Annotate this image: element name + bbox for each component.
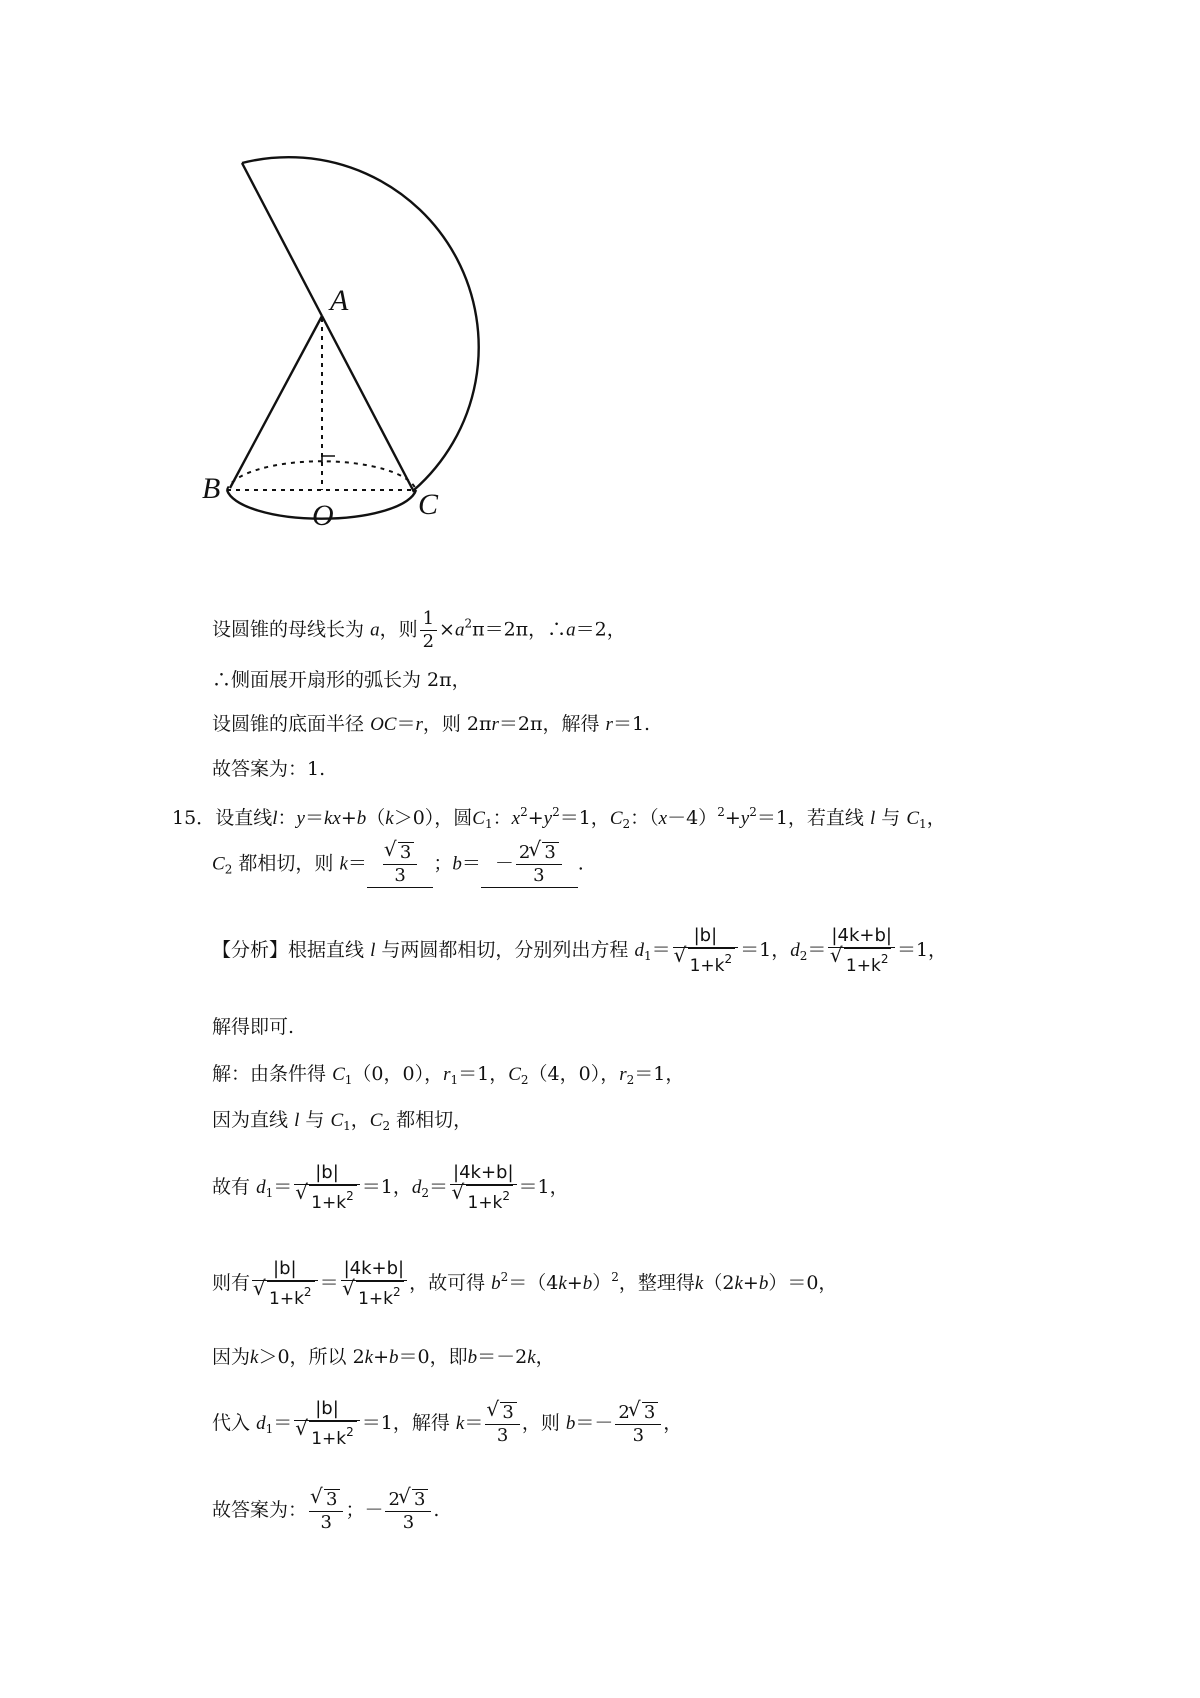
sector-radius-top [242,163,322,316]
label-o: O [312,499,334,532]
solution-line-1: 解：由条件得 $C_1(0$，0），$r_1=1$，$C_2(4$，0），$r_2=1$， [212,1063,685,1087]
sector-arc [242,157,479,490]
cone-sector-figure [180,120,780,680]
question-15-line-2: $C_2$ 都相切，则 k＝ √ $\frac{3}{3}$ ；b＝ － $\frac{2√ 3}{3}$ . [212,842,584,890]
solution-line-7: 故答案为： √ $\frac{3}{3}$ ；－ $\frac{2√ 3}{3}$ . [212,1488,439,1534]
analysis-line: 【分析】根据直线 l 与两圆都相切，分别列出方程 $d_1=$ |b| √ $1+k^2$ ＝1，$d_2=$ |4k+b| √ $1+k^2$ ＝1， [212,925,947,978]
label-c: C [418,488,439,521]
label-b: B [202,472,221,505]
solution-line-6: 代入 $d_1=$ |b| √ $1+k^2$ ＝1，解得 k＝ √ $\frac{3}{3}$ ，则 b＝－ $\frac{2√ 3}{3}$ ， [212,1398,682,1451]
text-line-2: ∴侧面展开扇形的弧长为 2π， [212,669,471,691]
question-15-line-1: 15．设直线l：y＝kx+b（k＞0），圆$C_1$：$x^2+y^2=1$，$C_2$：$(x-4)^2+y^2=1$，若直线 l 与 $C_1$， [172,805,946,831]
text-line-1: 设圆锥的母线长为 a，则 $\frac{1}{2}$ $\times a^2\pi=2\pi$，∴a＝2， [212,608,626,652]
generatrix-ac [322,316,414,492]
solution-line-5: 因为k＞0，所以 2k+b＝0，即b＝－2k， [212,1346,555,1368]
solution-line-3: 故有 $d_1=$ |b| √ $1+k^2$ ＝1，$d_2=$ |4k+b| √ $1+k^2$ ＝1， [212,1162,569,1215]
generatrix-ab [230,316,322,488]
text-line-4: 故答案为：1. [212,758,326,780]
text-line-3: 设圆锥的底面半径 OC＝r，则 2πr＝2π，解得 r＝1. [212,713,651,735]
solution-line-2: 因为直线 l 与 $C_1$，$C_2$ 都相切， [212,1109,473,1133]
solution-line-4: 则有 |b| √ $1+k^2$ ＝ |4k+b| √ $1+k^2$ ，故可得 $b^2=(4k+b)^2$，整理得k（2k+b）＝0， [212,1255,837,1310]
label-a: A [330,284,349,317]
analysis-line-2: 解得即可. [212,1016,295,1038]
